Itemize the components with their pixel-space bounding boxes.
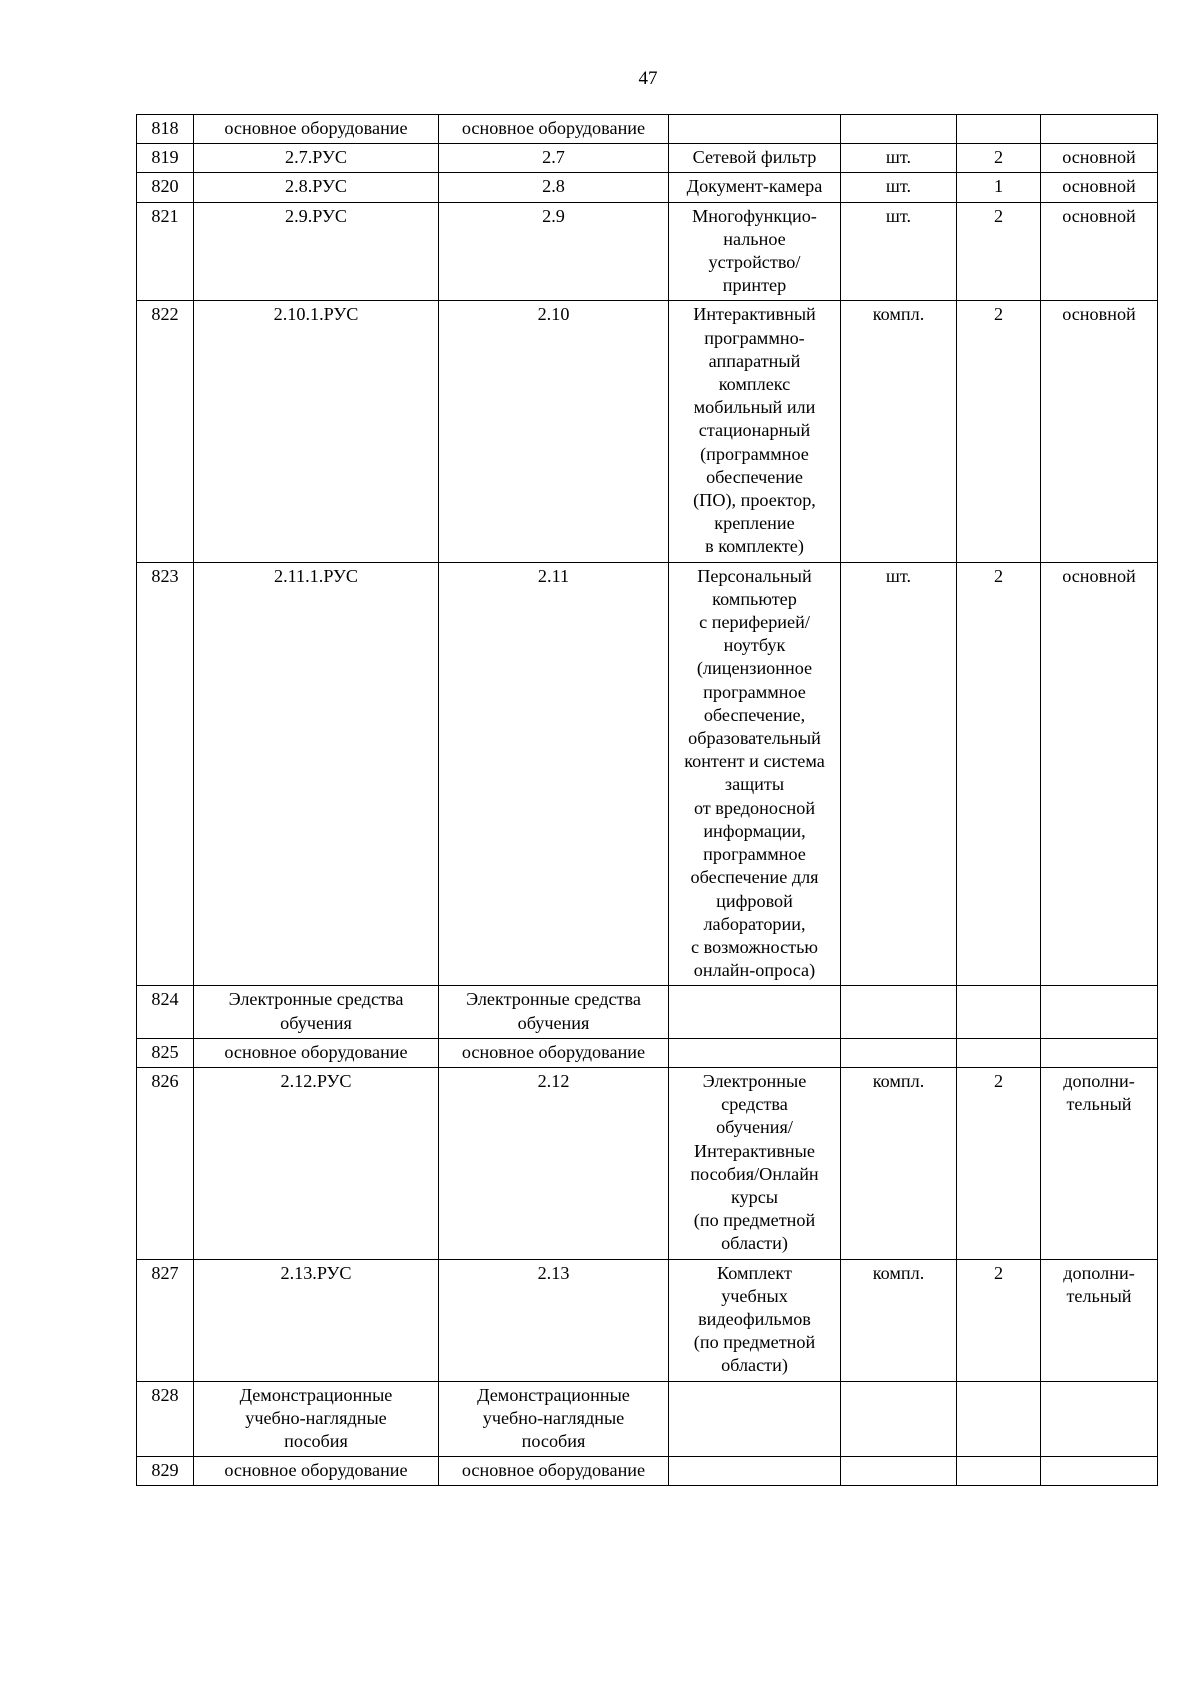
quantity-cell: 2 [957,1067,1041,1259]
row-number-cell: 824 [137,986,194,1038]
table-row [137,301,1158,562]
row-number-cell: 826 [137,1067,194,1259]
table-row [137,144,1158,173]
item-name-cell: Комплект учебных видеофильмов (по предметной области) [669,1259,841,1381]
item-name-cell: Электронные средства обучения/ Интерактивные пособия/Онлайн курсы (по предметной области) [669,1067,841,1259]
equipment-type-cell: основной [1041,173,1158,202]
section-cell: основное оборудование [439,1457,669,1486]
item-code-cell: Электронные средства обучения [194,986,439,1038]
unit-cell [841,986,957,1038]
item-name-cell [669,1457,841,1486]
row-number-cell: 825 [137,1038,194,1067]
section-cell: 2.8 [439,173,669,202]
quantity-cell: 2 [957,1259,1041,1381]
quantity-cell [957,986,1041,1038]
table-body [137,115,1158,1486]
table-row [137,202,1158,301]
quantity-cell: 2 [957,301,1041,562]
row-number-cell: 829 [137,1457,194,1486]
item-name-cell [669,115,841,144]
item-name-cell [669,1381,841,1457]
item-code-cell: 2.12.РУС [194,1067,439,1259]
item-code-cell: 2.10.1.РУС [194,301,439,562]
table-row [137,1381,1158,1457]
section-cell: Электронные средства обучения [439,986,669,1038]
row-number-cell: 821 [137,202,194,301]
item-code-cell: 2.7.РУС [194,144,439,173]
item-name-cell: Сетевой фильтр [669,144,841,173]
equipment-type-cell: дополни- тельный [1041,1067,1158,1259]
quantity-cell [957,1457,1041,1486]
section-cell: 2.11 [439,562,669,986]
item-name-cell: Документ-камера [669,173,841,202]
unit-cell: компл. [841,1067,957,1259]
equipment-type-cell [1041,1038,1158,1067]
quantity-cell: 1 [957,173,1041,202]
section-cell: 2.12 [439,1067,669,1259]
equipment-type-cell [1041,115,1158,144]
row-number-cell: 819 [137,144,194,173]
equipment-type-cell: дополни- тельный [1041,1259,1158,1381]
equipment-type-cell: основной [1041,202,1158,301]
item-code-cell: 2.9.РУС [194,202,439,301]
unit-cell: компл. [841,1259,957,1381]
row-number-cell: 823 [137,562,194,986]
item-code-cell: основное оборудование [194,1457,439,1486]
unit-cell: компл. [841,301,957,562]
equipment-type-cell: основной [1041,144,1158,173]
unit-cell: шт. [841,144,957,173]
row-number-cell: 827 [137,1259,194,1381]
item-code-cell: основное оборудование [194,1038,439,1067]
equipment-type-cell: основной [1041,562,1158,986]
quantity-cell [957,1038,1041,1067]
section-cell: 2.10 [439,301,669,562]
row-number-cell: 828 [137,1381,194,1457]
table-row [137,1067,1158,1259]
item-name-cell: Многофункцио- нальное устройство/ принтер [669,202,841,301]
table-row [137,173,1158,202]
section-cell: Демонстрационные учебно-наглядные пособия [439,1381,669,1457]
unit-cell [841,1457,957,1486]
unit-cell: шт. [841,173,957,202]
item-code-cell: 2.8.РУС [194,173,439,202]
quantity-cell [957,1381,1041,1457]
quantity-cell: 2 [957,562,1041,986]
table-row [137,1457,1158,1486]
page-number: 47 [638,68,658,89]
table-row [137,1038,1158,1067]
row-number-cell: 822 [137,301,194,562]
unit-cell [841,115,957,144]
quantity-cell: 2 [957,202,1041,301]
unit-cell [841,1381,957,1457]
section-cell: 2.7 [439,144,669,173]
section-cell: 2.13 [439,1259,669,1381]
quantity-cell [957,115,1041,144]
equipment-type-cell [1041,1381,1158,1457]
item-code-cell: 2.11.1.РУС [194,562,439,986]
table-row [137,986,1158,1038]
equipment-type-cell [1041,1457,1158,1486]
item-code-cell: основное оборудование [194,115,439,144]
equipment-table [136,114,1158,1486]
item-name-cell: Персональный компьютер с периферией/ ноутбук (лицензионное программное обеспечение, образовательный контент и система защиты от вредоносной информации, программное обеспечение для цифровой лаборатории, с возможностью онлайн-опроса) [669,562,841,986]
table-row [137,562,1158,986]
equipment-type-cell: основной [1041,301,1158,562]
item-name-cell [669,986,841,1038]
section-cell: основное оборудование [439,115,669,144]
item-code-cell: Демонстрационные учебно-наглядные пособия [194,1381,439,1457]
equipment-type-cell [1041,986,1158,1038]
unit-cell: шт. [841,202,957,301]
row-number-cell: 818 [137,115,194,144]
item-code-cell: 2.13.РУС [194,1259,439,1381]
table-row [137,1259,1158,1381]
item-name-cell: Интерактивный программно- аппаратный комплекс мобильный или стационарный (программное обеспечение (ПО), проектор, крепление в комплекте) [669,301,841,562]
unit-cell: шт. [841,562,957,986]
row-number-cell: 820 [137,173,194,202]
unit-cell [841,1038,957,1067]
section-cell: основное оборудование [439,1038,669,1067]
item-name-cell [669,1038,841,1067]
quantity-cell: 2 [957,144,1041,173]
table-row [137,115,1158,144]
section-cell: 2.9 [439,202,669,301]
